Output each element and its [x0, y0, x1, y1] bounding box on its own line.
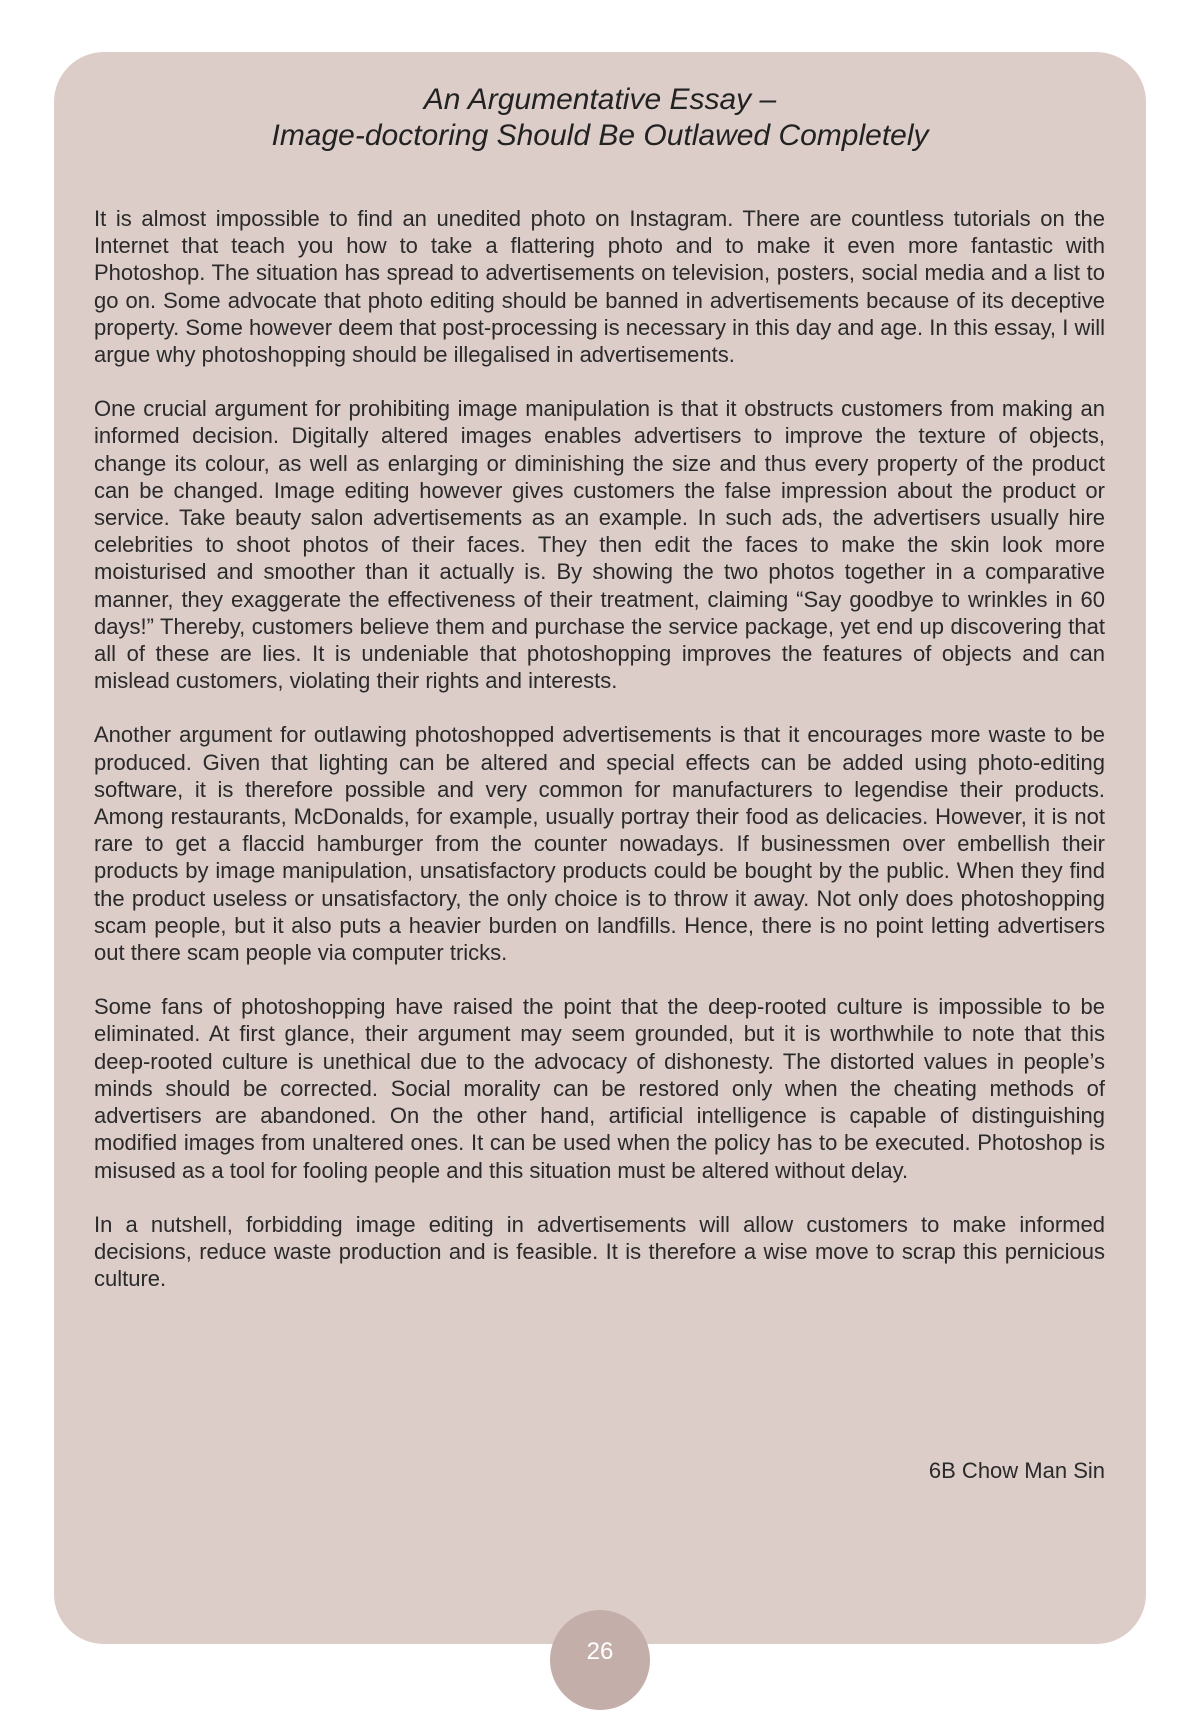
essay-title-line-2: Image-doctoring Should Be Outlawed Completely	[271, 119, 929, 152]
essay-title-line-1: An Argumentative Essay –	[423, 83, 777, 116]
author-signature: 6B Chow Man Sin	[928, 1458, 1105, 1483]
essay-paragraph-rebuttal: Some fans of photoshopping have raised the point that the deep-rooted culture is impossible to be eliminated. At first glance, their argument may seem grounded, but it is worthwhile to note that this deep-rooted culture is unethical due to the advocacy of dishonesty. The distorted values in people’s minds should be corrected. Social morality can be restored only when the cheating methods of advertisers are abandoned. On the other hand, artificial intelligence is capable of distinguishing modified images from unaltered ones. It can be used when the policy has to be executed. Photoshop is misused as a tool for fooling people and this situation must be altered without delay.	[94, 994, 1105, 1183]
essay-paragraph-conclusion: In a nutshell, forbidding image editing in advertisements will allow customers to make informed decisions, reduce waste production and is feasible. It is therefore a wise move to scrap this pernicious culture.	[94, 1211, 1105, 1292]
essay-panel	[54, 52, 1146, 1644]
essay-paragraph-argument-2: Another argument for outlawing photoshopped advertisements is that it encourages more waste to be produced. Given that lighting can be altered and special effects can be added using photo-editing software, it is therefore possible and very common for manufacturers to legendise their products. Among restaurants, McDonalds, for example, usually portray their food as delicacies. However, it is not rare to get a flaccid hamburger from the counter nowadays. If businessmen over embellish their products by image manipulation, unsatisfactory products could be bought by the public. When they find the product useless or unsatisfactory, the only choice is to throw it away. Not only does photoshopping scam people, but it also puts a heavier burden on landfills. Hence, there is no point letting advertisers out there scam people via computer tricks.	[94, 722, 1105, 966]
page-number-badge	[550, 1610, 650, 1710]
essay-paragraph-introduction: It is almost impossible to find an unedited photo on Instagram. There are countless tutorials on the Internet that teach you how to take a flattering photo and to make it even more fantastic with Photoshop. The situation has spread to advertisements on television, posters, social media and a list to go on. Some advocate that photo editing should be banned in advertisements because of its deceptive property. Some however deem that post-processing is necessary in this day and age. In this essay, I will argue why photoshopping should be illegalised in advertisements.	[94, 206, 1105, 368]
essay-body	[94, 205, 1105, 1319]
page-number: 26	[586, 1638, 614, 1665]
essay-paragraph-argument-1: One crucial argument for prohibiting image manipulation is that it obstructs customers from making an informed decision. Digitally altered images enables advertisers to improve the texture of objects, change its colour, as well as enlarging or diminishing the size and thus every property of the product can be changed. Image editing however gives customers the false impression about the product or service. Take beauty salon advertisements as an example. In such ads, the advertisers usually hire celebrities to shoot photos of their faces. They then edit the faces to make the skin look more moisturised and smoother than it actually is. By showing the two photos together in a comparative manner, they exaggerate the effectiveness of their treatment, claiming “Say goodbye to wrinkles in 60 days!” Thereby, customers believe them and purchase the service package, yet end up discovering that all of these are lies. It is undeniable that photoshopping improves the features of objects and can mislead customers, violating their rights and interests.	[94, 396, 1105, 694]
essay-title	[54, 82, 1146, 154]
